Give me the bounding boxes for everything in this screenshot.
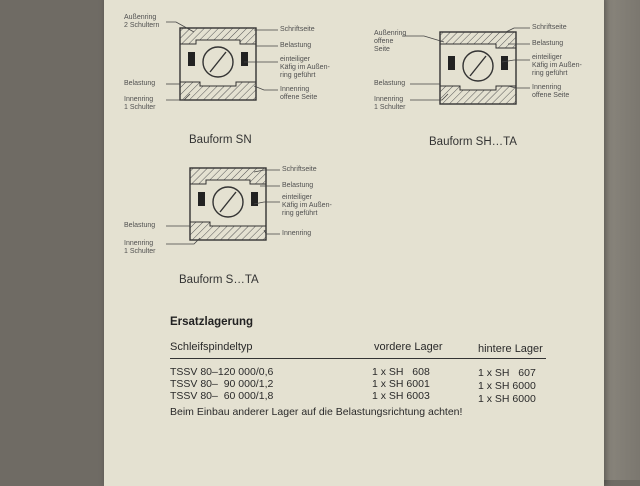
- table-cell: TSSV 80– 90 000/1,2: [170, 378, 274, 390]
- label-load-left: Belastung: [124, 80, 156, 87]
- table-cell: 1 x SH 608: [372, 366, 430, 378]
- background-edge: [604, 0, 640, 480]
- label-cage-2: einteiliger Käfig im Außen- ring geführt: [532, 54, 582, 77]
- label-cage-3: einteiliger Käfig im Außen- ring geführt: [282, 194, 332, 217]
- label-write-side: Schriftseite: [280, 26, 315, 33]
- label-load-top: Belastung: [280, 42, 312, 49]
- table-cell: 1 x SH 6003: [372, 390, 430, 402]
- table-cell: TSSV 80–120 000/0,6: [170, 366, 274, 378]
- label-outer-ring: Außenring 2 Schultern: [124, 14, 160, 29]
- caption-bauform-sh: Bauform SH…TA: [429, 136, 517, 148]
- header-rule: [170, 358, 546, 359]
- label-load-top-2: Belastung: [532, 40, 564, 47]
- table-cell: 1 x SH 6000: [478, 393, 536, 405]
- label-cage: einteiliger Käfig im Außen- ring geführt: [280, 56, 330, 79]
- table-cell: 1 x SH 6000: [478, 380, 536, 392]
- section-title: Ersatzlagerung: [170, 316, 254, 328]
- label-inner-ring-left-2: Innenring 1 Schulter: [374, 96, 406, 111]
- label-inner-ring-left-3: Innenring 1 Schulter: [124, 240, 156, 255]
- label-outer-ring-open: Außenring offene Seite: [374, 30, 407, 53]
- label-load-top-3: Belastung: [282, 182, 314, 189]
- label-write-side-2: Schriftseite: [532, 24, 567, 31]
- caption-bauform-s: Bauform S…TA: [179, 274, 259, 286]
- document-page: [104, 0, 604, 486]
- label-inner-ring-right-3: Innenring: [282, 230, 312, 237]
- table-cell: 1 x SH 607: [478, 367, 536, 379]
- label-load-left-3: Belastung: [124, 222, 156, 229]
- table-cell: 1 x SH 6001: [372, 378, 430, 390]
- table-cell: TSSV 80– 60 000/1,8: [170, 390, 274, 402]
- label-load-left-2: Belastung: [374, 80, 406, 87]
- callout-lines-s: [104, 0, 604, 296]
- column-header-rear: hintere Lager: [478, 343, 543, 355]
- label-write-side-3: Schriftseite: [282, 166, 317, 173]
- label-inner-ring-right: Innenring offene Seite: [280, 86, 318, 101]
- label-inner-ring-right-2: Innenring offene Seite: [532, 84, 570, 99]
- column-header-type: Schleifspindeltyp: [170, 341, 253, 353]
- installation-note: Beim Einbau anderer Lager auf die Belastungsrichtung achten!: [170, 406, 463, 418]
- label-inner-ring-left: Innenring 1 Schulter: [124, 96, 156, 111]
- caption-bauform-sn: Bauform SN: [189, 134, 252, 146]
- column-header-front: vordere Lager: [374, 341, 443, 353]
